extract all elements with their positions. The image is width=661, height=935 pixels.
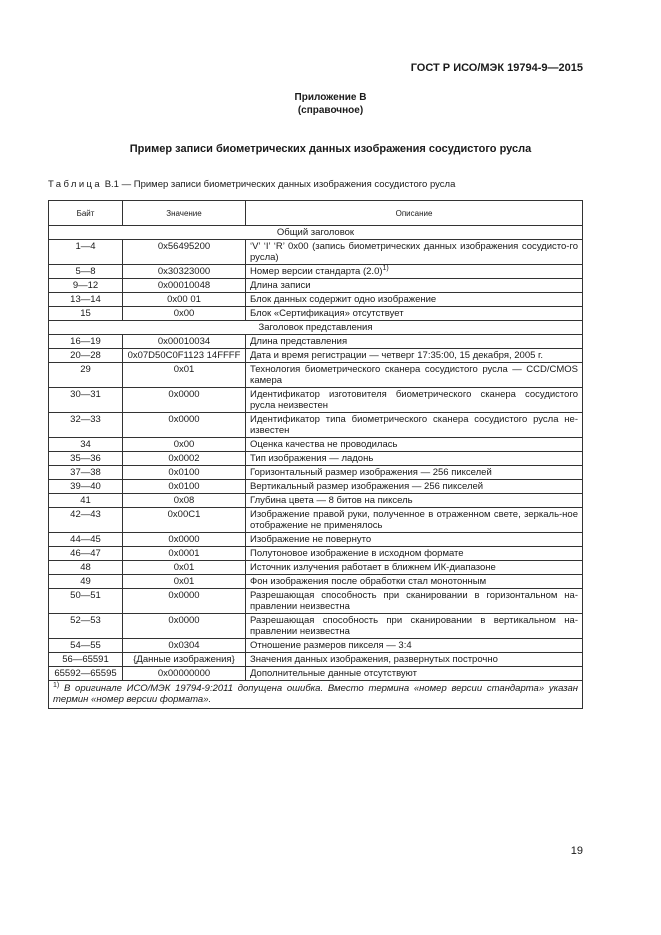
byte-cell: 49 <box>49 575 123 589</box>
description-cell <box>246 279 583 293</box>
value-cell: 0x07D50C0F1123 14FFFF <box>123 349 246 363</box>
value-cell: 0x00 <box>123 307 246 321</box>
value-cell: 0x0100 <box>123 480 246 494</box>
description-cell <box>246 667 583 681</box>
value-cell: 0x01 <box>123 363 246 388</box>
description-cell <box>246 508 583 533</box>
description-text: Горизонтальный размер изображения — 256 пикселей <box>250 467 492 478</box>
value-cell: 0x01 <box>123 575 246 589</box>
table-row <box>49 508 583 533</box>
table-row <box>49 614 583 639</box>
byte-cell: 15 <box>49 307 123 321</box>
table-row <box>49 388 583 413</box>
description-cell <box>246 589 583 614</box>
byte-cell: 20—28 <box>49 349 123 363</box>
table-row <box>49 533 583 547</box>
column-header-byte: Байт <box>49 201 123 226</box>
description-text: Длина представления <box>250 336 348 347</box>
description-text: Глубина цвета — 8 битов на пиксель <box>250 495 413 506</box>
byte-cell: 1—4 <box>49 240 123 265</box>
table-row <box>49 363 583 388</box>
table-row <box>49 466 583 480</box>
byte-cell: 48 <box>49 561 123 575</box>
value-cell: 0x08 <box>123 494 246 508</box>
page-number: 19 <box>570 845 583 857</box>
byte-cell: 42—43 <box>49 508 123 533</box>
value-cell: 0x00C1 <box>123 508 246 533</box>
footnote-reference: 1) <box>382 264 389 272</box>
description-text: Отношение размеров пикселя — 3:4 <box>250 640 412 651</box>
value-cell: 0x30323000 <box>123 265 246 279</box>
description-text: Блок «Сертификация» отсутствует <box>250 308 404 319</box>
byte-cell: 30—31 <box>49 388 123 413</box>
description-cell <box>246 547 583 561</box>
table-row <box>49 653 583 667</box>
byte-cell: 39—40 <box>49 480 123 494</box>
description-text: Изображение не повернуто <box>250 534 372 545</box>
table-row <box>49 413 583 438</box>
table-row <box>49 547 583 561</box>
byte-cell: 13—14 <box>49 293 123 307</box>
byte-cell: 35—36 <box>49 452 123 466</box>
value-cell: 0x00000000 <box>123 667 246 681</box>
footnote-row <box>49 681 583 709</box>
section-header: Заголовок представления <box>49 321 583 335</box>
table-caption-prefix: Таблица <box>48 179 103 190</box>
description-cell <box>246 614 583 639</box>
value-cell: 0x00010048 <box>123 279 246 293</box>
description-cell <box>246 575 583 589</box>
table-row <box>49 240 583 265</box>
footnote-mark: 1) <box>53 681 60 689</box>
byte-cell: 56—65591 <box>49 653 123 667</box>
value-cell: 0x56495200 <box>123 240 246 265</box>
byte-cell: 54—55 <box>49 639 123 653</box>
description-text: ‘V’ ‘I’ ‘R’ 0x00 (запись биометрических данных изображения сосудисто-го русла) <box>250 241 578 263</box>
section-header: Общий заголовок <box>49 226 583 240</box>
description-cell <box>246 335 583 349</box>
description-cell <box>246 413 583 438</box>
table-row <box>49 589 583 614</box>
value-cell: 0x0000 <box>123 614 246 639</box>
description-cell <box>246 480 583 494</box>
annex-type: (справочное) <box>297 105 364 116</box>
table-row <box>49 480 583 494</box>
description-text: Оценка качества не проводилась <box>250 439 398 450</box>
byte-cell: 44—45 <box>49 533 123 547</box>
description-text: Фон изображения после обработки стал монотонным <box>250 576 487 587</box>
description-text: Источник излучения работает в ближнем ИК-диапазоне <box>250 562 496 573</box>
standard-designation: ГОСТ Р ИСО/МЭК 19794-9—2015 <box>410 62 583 74</box>
byte-cell: 16—19 <box>49 335 123 349</box>
section-header-row <box>49 321 583 335</box>
table-caption <box>48 179 455 190</box>
description-cell <box>246 533 583 547</box>
description-text: Разрешающая способность при сканировании в горизонтальном на-правлении неизвестна <box>250 590 578 612</box>
byte-cell: 5—8 <box>49 265 123 279</box>
description-text: Дата и время регистрации — четверг 17:35:00, 15 декабря, 2005 г. <box>250 350 543 361</box>
table-row <box>49 307 583 321</box>
description-text: Длина записи <box>250 280 311 291</box>
table-row <box>49 575 583 589</box>
description-text: Блок данных содержит одно изображение <box>250 294 437 305</box>
table-caption-text: В.1 — Пример записи биометрических данных изображения сосудистого русла <box>102 179 456 190</box>
value-cell: 0x00 <box>123 438 246 452</box>
description-cell <box>246 307 583 321</box>
description-text: Технология биометрического сканера сосудистого русла — CCD/CMOS камера <box>250 364 578 386</box>
byte-cell: 9—12 <box>49 279 123 293</box>
description-cell <box>246 561 583 575</box>
byte-cell: 29 <box>49 363 123 388</box>
description-cell <box>246 639 583 653</box>
description-cell <box>246 293 583 307</box>
value-cell: 0x0304 <box>123 639 246 653</box>
description-cell <box>246 452 583 466</box>
column-header-value: Значение <box>123 201 246 226</box>
description-text: Разрешающая способность при сканировании в вертикальном на-правлении неизвестна <box>250 615 578 637</box>
byte-cell: 52—53 <box>49 614 123 639</box>
byte-cell: 41 <box>49 494 123 508</box>
description-cell <box>246 363 583 388</box>
description-cell <box>246 466 583 480</box>
table-row <box>49 561 583 575</box>
document-title: Пример записи биометрических данных изображения сосудистого русла <box>129 143 532 155</box>
table-row <box>49 293 583 307</box>
description-text: Дополнительные данные отсутствуют <box>250 668 417 679</box>
table-row <box>49 452 583 466</box>
value-cell: 0x0000 <box>123 533 246 547</box>
description-text: Идентификатор изготовителя биометрического сканера сосудистого русла неизвестен <box>250 389 578 411</box>
byte-cell: 34 <box>49 438 123 452</box>
byte-cell: 37—38 <box>49 466 123 480</box>
value-cell: 0x0001 <box>123 547 246 561</box>
description-text: Номер версии стандарта (2.0) <box>250 266 383 277</box>
value-cell: 0x01 <box>123 561 246 575</box>
value-cell: 0x00010034 <box>123 335 246 349</box>
value-cell: 0x0000 <box>123 589 246 614</box>
table-body <box>49 226 583 681</box>
data-table <box>48 200 583 709</box>
value-cell: 0x0000 <box>123 413 246 438</box>
table-row <box>49 335 583 349</box>
description-cell <box>246 265 583 279</box>
footnote <box>49 681 583 709</box>
description-text: Изображение правой руки, полученное в отраженном свете, зеркаль-ное отображение не применялось <box>250 509 578 531</box>
value-cell: 0x0100 <box>123 466 246 480</box>
annex-title: Приложение В <box>294 92 367 103</box>
byte-cell: 32—33 <box>49 413 123 438</box>
table-header-row <box>49 201 583 226</box>
byte-cell: 46—47 <box>49 547 123 561</box>
table-row <box>49 279 583 293</box>
value-cell: 0x00 01 <box>123 293 246 307</box>
description-text: Значения данных изображения, развернутых построчно <box>250 654 498 665</box>
table-row <box>49 639 583 653</box>
table-row <box>49 494 583 508</box>
byte-cell: 65592—65595 <box>49 667 123 681</box>
value-cell: 0x0000 <box>123 388 246 413</box>
description-text: Вертикальный размер изображения — 256 пикселей <box>250 481 484 492</box>
description-text: Полутоновое изображение в исходном формате <box>250 548 464 559</box>
description-cell <box>246 494 583 508</box>
description-text: Идентификатор типа биометрического сканера сосудистого русла не-известен <box>250 414 578 436</box>
value-cell: 0x0002 <box>123 452 246 466</box>
column-header-description: Описание <box>246 201 583 226</box>
table-row <box>49 667 583 681</box>
section-header-row <box>49 226 583 240</box>
table-row <box>49 349 583 363</box>
description-cell <box>246 653 583 667</box>
description-text: Тип изображения — ладонь <box>250 453 374 464</box>
byte-cell: 50—51 <box>49 589 123 614</box>
table-row <box>49 438 583 452</box>
table-row <box>49 265 583 279</box>
description-cell <box>246 349 583 363</box>
description-cell <box>246 438 583 452</box>
value-cell: {Данные изображения} <box>123 653 246 667</box>
footnote-text: В оригинале ИСО/МЭК 19794-9:2011 допущена ошибка. Вместо термина «номер версии стандарта» указан термин «номер версии формата». <box>53 683 578 705</box>
description-cell <box>246 240 583 265</box>
description-cell <box>246 388 583 413</box>
